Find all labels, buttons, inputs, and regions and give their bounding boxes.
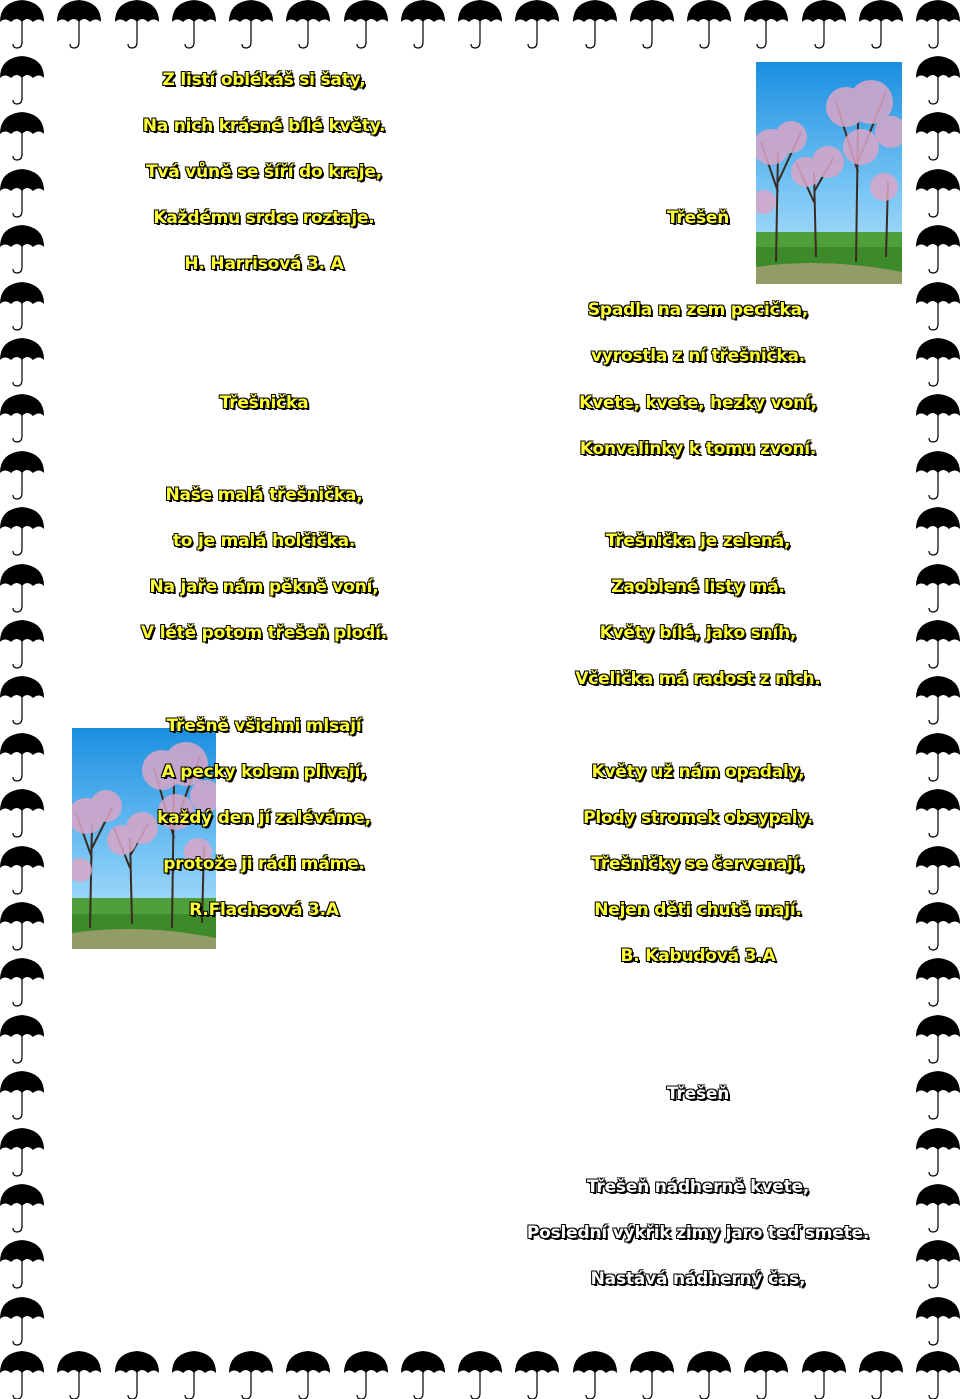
umbrella-icon	[0, 1071, 44, 1119]
poem-2-line: Třešně všichni mlsají	[166, 716, 362, 736]
umbrella-icon	[458, 0, 502, 48]
poem-3-line: Konvalinky k tomu zvoní.	[579, 439, 817, 459]
poem-3-line: Květy už nám opadaly,	[591, 762, 805, 782]
umbrella-icon	[916, 620, 960, 668]
umbrella-icon	[0, 507, 44, 555]
poem-2-line: každý den jí zaléváme,	[157, 808, 371, 828]
poem-3-title: Třešeň	[666, 208, 730, 228]
poem-2-line: V létě potom třešeň plodí.	[141, 623, 387, 643]
umbrella-icon	[57, 0, 101, 48]
umbrella-icon	[0, 1351, 44, 1399]
poem-2-line: to je malá holčička.	[172, 531, 356, 551]
umbrella-icon	[916, 169, 960, 217]
umbrella-icon	[458, 1351, 502, 1399]
umbrella-icon	[916, 1071, 960, 1119]
umbrella-icon	[687, 1351, 731, 1399]
poem-3-line: Kvete, kvete, hezky voní,	[579, 393, 817, 413]
umbrella-icon	[916, 902, 960, 950]
umbrella-icon	[0, 394, 44, 442]
umbrella-icon	[115, 0, 159, 48]
umbrella-icon	[0, 1015, 44, 1063]
umbrella-icon	[0, 1128, 44, 1176]
umbrella-icon	[0, 902, 44, 950]
umbrella-icon	[0, 564, 44, 612]
umbrella-icon	[0, 1184, 44, 1232]
umbrella-icon	[0, 282, 44, 330]
umbrella-icon	[0, 225, 44, 273]
poem-3-line: Nejen děti chutě mají.	[594, 900, 802, 920]
poem-3-line: Plody stromek obsypaly.	[583, 808, 813, 828]
poem-4-line: Nastává nádherný čas,	[590, 1269, 806, 1289]
umbrella-icon	[916, 564, 960, 612]
umbrella-icon	[0, 338, 44, 386]
umbrella-icon	[630, 0, 674, 48]
umbrella-icon	[0, 56, 44, 104]
umbrella-icon	[916, 958, 960, 1006]
poem-2-line: A pecky kolem plivají,	[161, 762, 367, 782]
umbrella-icon	[515, 0, 559, 48]
poem-3-line: Třešnička je zelená,	[605, 531, 791, 551]
umbrella-icon	[0, 112, 44, 160]
tree-photo-top-right	[756, 62, 902, 284]
umbrella-icon	[916, 1015, 960, 1063]
umbrella-icon	[744, 0, 788, 48]
umbrella-icon	[0, 1240, 44, 1288]
umbrella-icon	[286, 1351, 330, 1399]
umbrella-icon	[916, 507, 960, 555]
umbrella-icon	[744, 1351, 788, 1399]
poem-3-line: Spadla na zem pecička,	[587, 300, 809, 320]
umbrella-icon	[916, 1240, 960, 1288]
umbrella-icon	[172, 0, 216, 48]
umbrella-icon	[916, 846, 960, 894]
umbrella-icon	[0, 733, 44, 781]
umbrella-icon	[916, 338, 960, 386]
umbrella-icon	[916, 733, 960, 781]
umbrella-icon	[344, 1351, 388, 1399]
poem-4-line: Poslední výkřik zimy jaro teď smete.	[526, 1223, 870, 1243]
poem-3-line: Zaoblené listy má.	[611, 577, 785, 597]
umbrella-icon	[573, 0, 617, 48]
umbrella-icon	[916, 1128, 960, 1176]
umbrella-icon	[916, 451, 960, 499]
umbrella-icon	[916, 1351, 960, 1399]
umbrella-icon	[0, 451, 44, 499]
poem-3-line: vyrostla z ní třešnička.	[591, 346, 805, 366]
umbrella-icon	[916, 282, 960, 330]
umbrella-icon	[802, 1351, 846, 1399]
poem-1-line: Tvá vůně se šíří do kraje,	[146, 162, 382, 182]
poem-3-author: B. Kabuďová 3.A	[620, 946, 776, 966]
umbrella-icon	[916, 1297, 960, 1345]
poem-1-line: Každému srdce roztaje.	[153, 208, 375, 228]
umbrella-icon	[859, 1351, 903, 1399]
umbrella-icon	[916, 676, 960, 724]
umbrella-icon	[573, 1351, 617, 1399]
umbrella-icon	[286, 0, 330, 48]
umbrella-icon	[916, 112, 960, 160]
umbrella-icon	[916, 56, 960, 104]
umbrella-icon	[916, 1184, 960, 1232]
poem-2-line: protože ji rádi máme.	[163, 854, 365, 874]
poem-4-title: Třešeň	[666, 1084, 730, 1104]
poem-3-line: Včelička má radost z nich.	[575, 669, 821, 689]
poem-2-title: Třešnička	[219, 393, 309, 413]
poem-3-line: Květy bílé, jako sníh,	[599, 623, 797, 643]
umbrella-icon	[916, 394, 960, 442]
umbrella-icon	[229, 1351, 273, 1399]
poem-1-line: Na nich krásné bílé květy.	[142, 116, 386, 136]
umbrella-icon	[916, 225, 960, 273]
umbrella-icon	[401, 0, 445, 48]
umbrella-icon	[57, 1351, 101, 1399]
umbrella-icon	[0, 169, 44, 217]
umbrella-icon	[0, 676, 44, 724]
umbrella-icon	[0, 846, 44, 894]
umbrella-icon	[0, 0, 44, 48]
poem-3-line: Třešničky se červenají,	[591, 854, 805, 874]
poem-1-author: H. Harrisová 3. A	[184, 254, 344, 274]
umbrella-icon	[687, 0, 731, 48]
umbrella-icon	[515, 1351, 559, 1399]
umbrella-icon	[172, 1351, 216, 1399]
poem-1-line: Z listí oblékáš si šaty,	[162, 70, 366, 90]
umbrella-icon	[916, 789, 960, 837]
umbrella-icon	[0, 958, 44, 1006]
umbrella-icon	[0, 620, 44, 668]
umbrella-icon	[0, 789, 44, 837]
umbrella-icon	[344, 0, 388, 48]
umbrella-icon	[401, 1351, 445, 1399]
poem-2-author: R.Flachsová 3.A	[189, 900, 339, 920]
umbrella-icon	[859, 0, 903, 48]
umbrella-icon	[115, 1351, 159, 1399]
umbrella-icon	[916, 0, 960, 48]
poem-4-line: Třešeň nádherně kvete,	[586, 1177, 810, 1197]
umbrella-icon	[229, 0, 273, 48]
umbrella-icon	[0, 1297, 44, 1345]
poem-2-line: Naše malá třešnička,	[165, 485, 363, 505]
poem-2-line: Na jaře nám pěkně voní,	[149, 577, 379, 597]
blossoming-trees-photo	[756, 62, 902, 284]
umbrella-icon	[630, 1351, 674, 1399]
umbrella-icon	[802, 0, 846, 48]
